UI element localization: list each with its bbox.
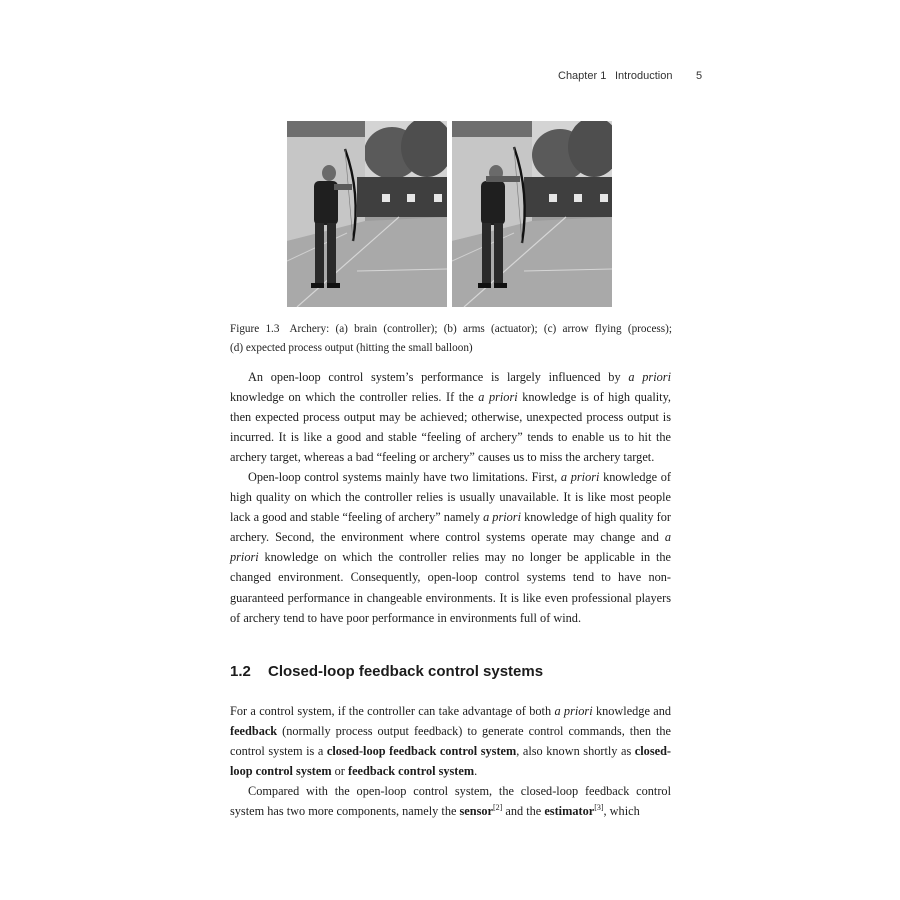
citation-3: [3] <box>594 803 604 813</box>
text-run: Compared with the open-loop control system, the closed-loop feedback control system has two more components, namely the <box>230 784 671 819</box>
text-run: (normally process output feedback) to generate control commands, then the control system is a <box>230 724 671 759</box>
text-run: An open-loop control system’s performance is largely influenced by <box>248 370 629 384</box>
paragraph-open-loop-limitations <box>230 467 671 628</box>
emphasis-a-priori: a priori <box>628 370 671 384</box>
text-run: knowledge is of high quality, then expected process output may be achieved; otherwise, unexpected process output is incurred. It is like a good and stable “feeling of archery” tends to enable us to hit the archery target, whereas a bad “feeling or archery” causes us to miss the archery target. <box>230 390 672 465</box>
text-run: Open-loop control systems mainly have two limitations. First, <box>248 470 561 484</box>
chapter-label: Chapter 1 <box>558 70 607 82</box>
text-run: or <box>331 764 348 779</box>
archer-image-left <box>287 121 447 307</box>
archer-photo-right <box>452 121 612 307</box>
emphasis-a-priori: a priori <box>483 510 522 525</box>
paragraph-closed-loop-components <box>230 781 671 821</box>
emphasis-a-priori: a priori <box>478 390 518 405</box>
caption-line-1 <box>230 320 672 339</box>
chapter-title: Introduction <box>615 70 673 82</box>
paragraph-open-loop-performance <box>230 367 671 467</box>
term-feedback: feedback <box>230 724 278 739</box>
section-title: Closed-loop feedback control systems <box>268 663 544 680</box>
running-header <box>520 70 702 86</box>
text-run: and the <box>502 804 545 819</box>
term-sensor: sensor <box>459 804 493 819</box>
text-run: knowledge of high quality for archery. Second, the environment where control systems operate may change and <box>230 510 671 545</box>
citation-2: [2] <box>492 803 503 813</box>
caption-line-2: (d) expected process output (hitting the small balloon) <box>230 342 473 354</box>
emphasis-a-priori: a priori <box>560 470 600 484</box>
text-run: , which <box>603 804 640 819</box>
text-run: For a control system, if the controller can take advantage of both <box>230 704 555 718</box>
section-heading <box>230 663 671 680</box>
figure-caption <box>230 320 672 358</box>
figure-number: Figure 1.3 <box>230 323 280 335</box>
figure-photos <box>287 121 613 307</box>
section-number: 1.2 <box>230 663 251 680</box>
text-run: . <box>474 764 478 779</box>
term-estimator: estimator <box>544 804 595 819</box>
text-run: knowledge on which the controller relies may no longer be applicable in the changed environment. Consequently, open-loop control systems tend to have non-guaranteed performance in changeable environments. It is like even professional players of archery tend to have poor performance in environments full of wind. <box>230 550 671 625</box>
paragraph-closed-loop-definition <box>230 701 671 781</box>
text-run: knowledge of high quality on which the controller relies is usually unavailable. It is like most people lack a good and stable “feeling of archery” namely <box>230 470 671 525</box>
caption-text-1: Archery: (a) brain (controller); (b) arms (actuator); (c) arrow flying (process); <box>289 323 672 335</box>
page-number: 5 <box>696 70 703 82</box>
emphasis-a-priori: a priori <box>230 530 671 565</box>
text-run: knowledge and <box>592 704 671 718</box>
term-feedback-control-system: feedback control system <box>347 764 475 779</box>
text-run: , also known shortly as <box>516 744 635 759</box>
archer-image-right <box>452 121 612 307</box>
emphasis-a-priori: a priori <box>554 704 593 718</box>
term-closed-loop-control-system: closed-loop control system <box>230 744 671 779</box>
archer-photo-left <box>287 121 447 307</box>
text-run: knowledge on which the controller relies. If the <box>230 390 479 405</box>
term-closed-loop-feedback-control-system: closed-loop feedback control system <box>326 744 517 759</box>
